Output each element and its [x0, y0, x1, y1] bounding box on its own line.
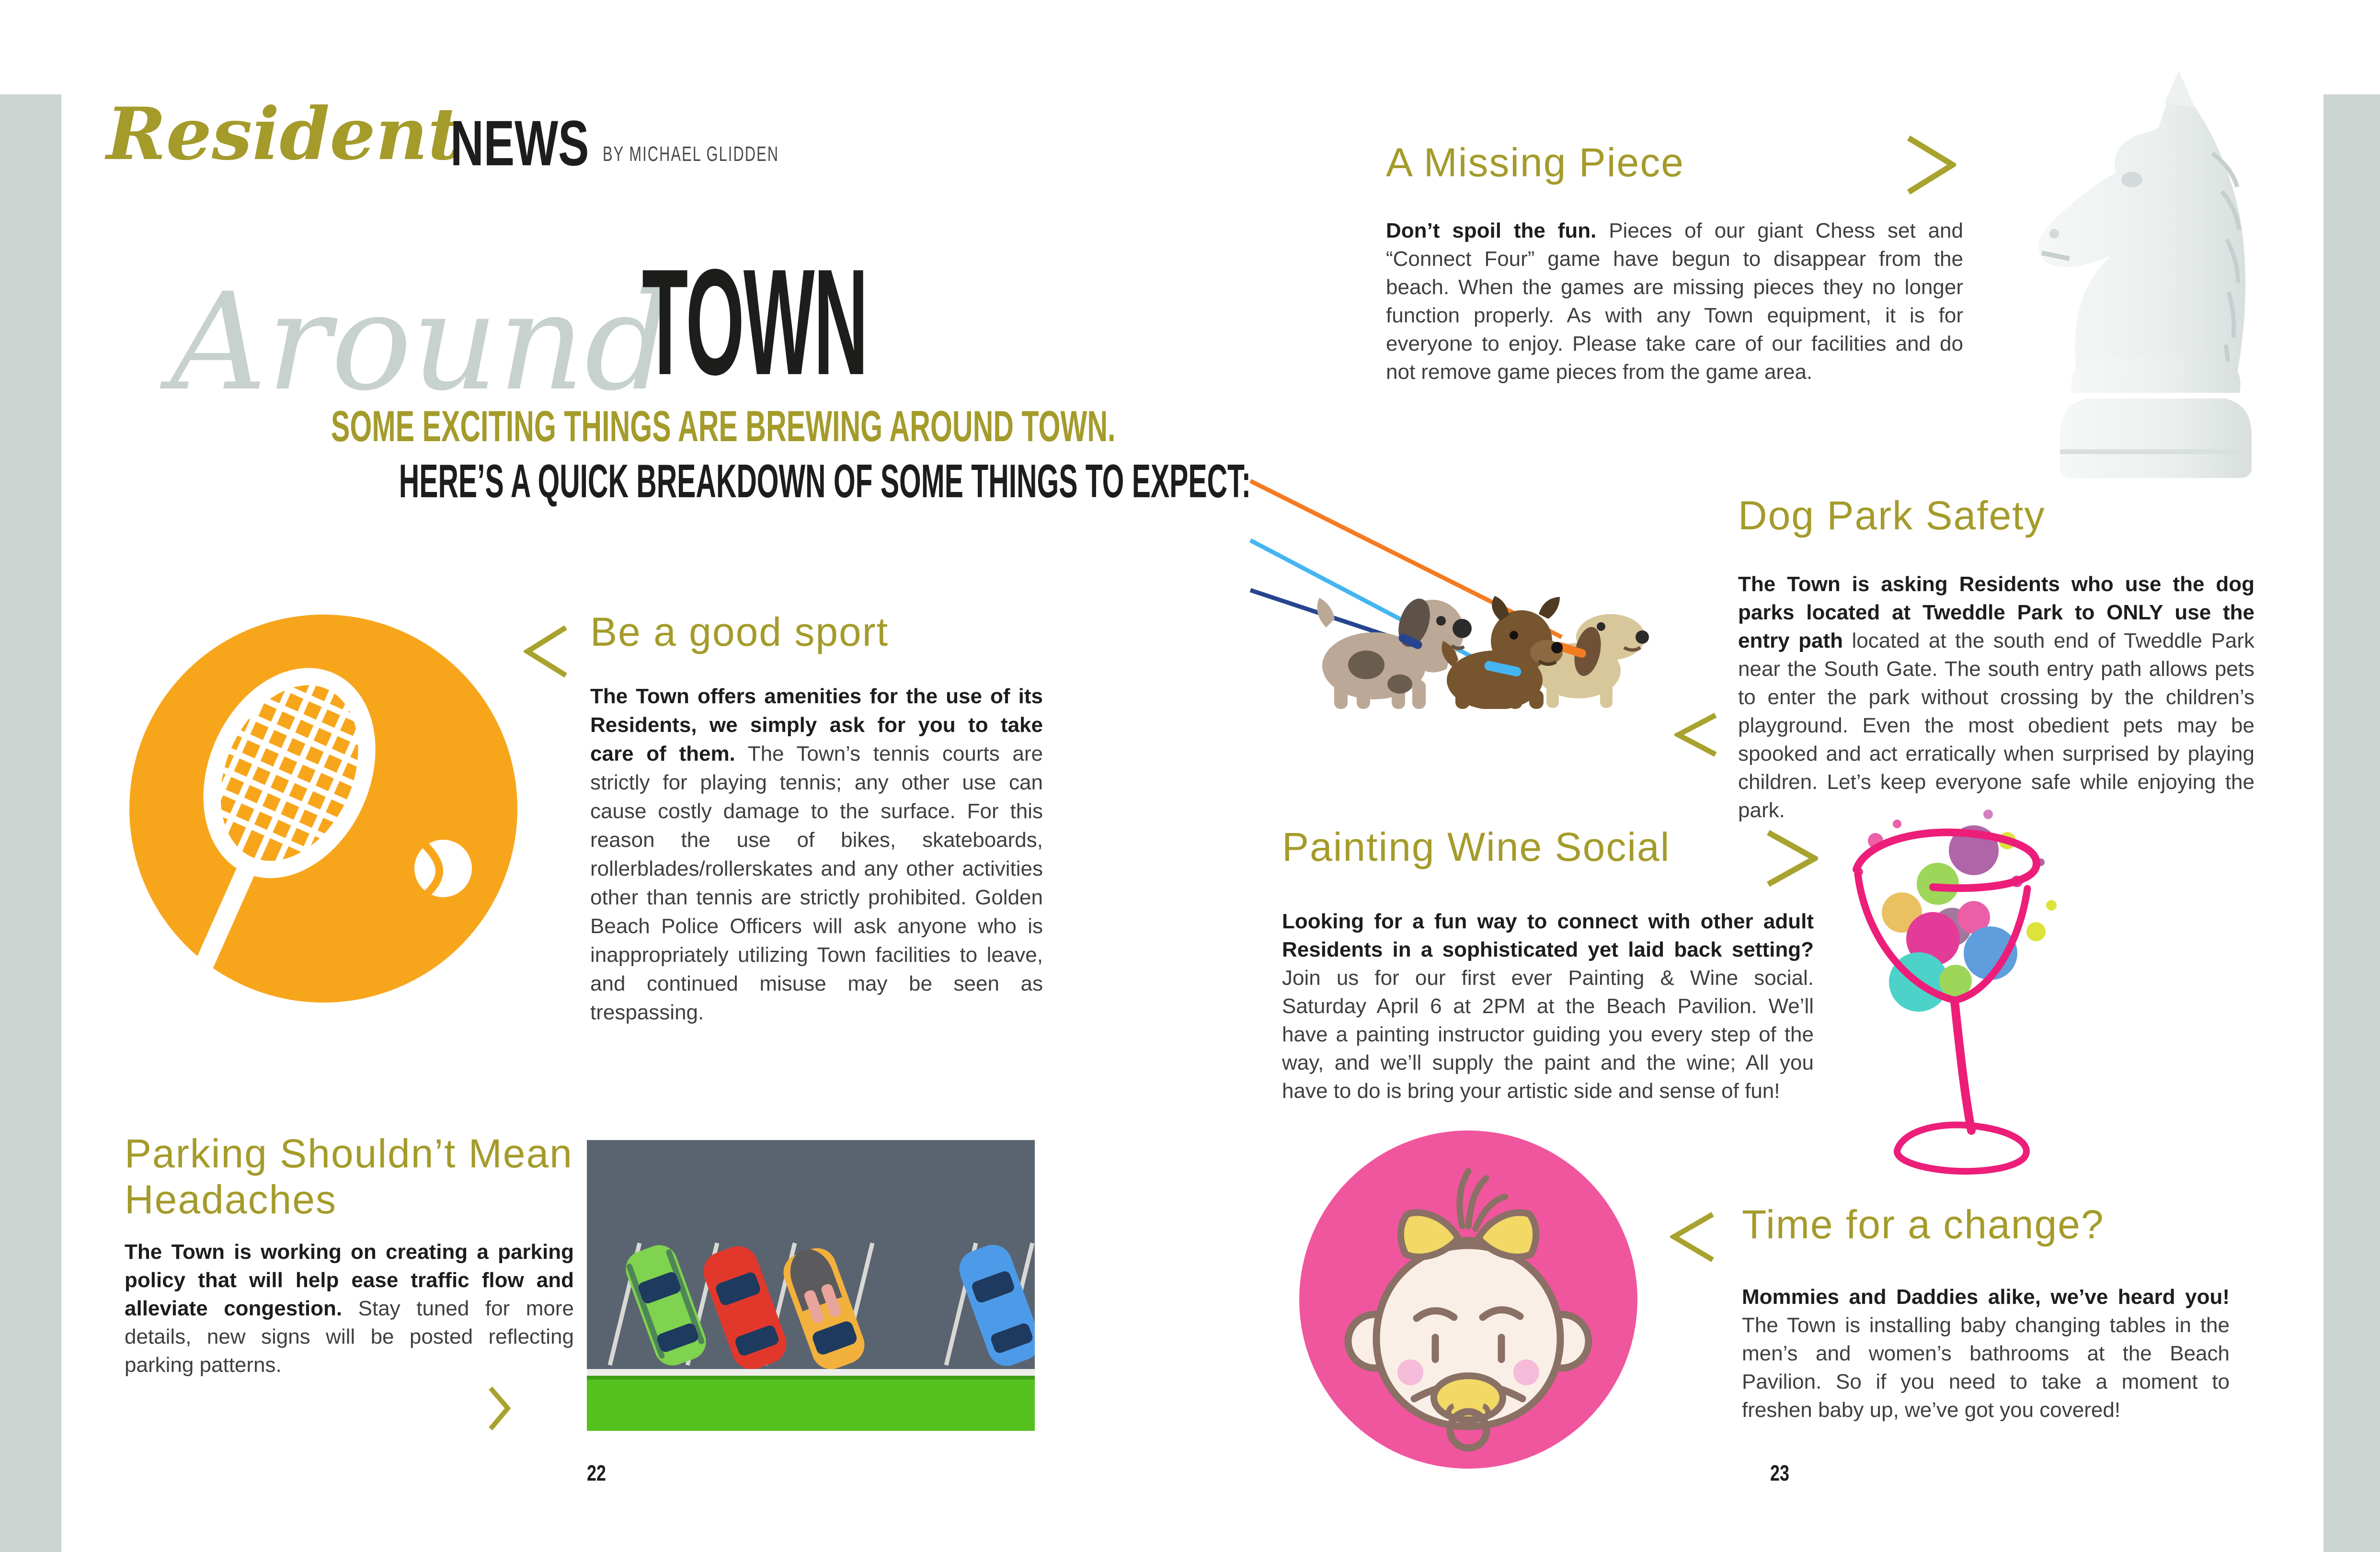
chess-knight-illustration — [1988, 57, 2276, 479]
chevron-left-icon — [1674, 713, 1718, 757]
section-heading-dog-park: Dog Park Safety — [1738, 493, 2046, 538]
section-heading-good-sport: Be a good sport — [590, 609, 889, 654]
brand-caps: NEWS — [450, 108, 589, 179]
dogs-on-leashes-illustration — [1246, 479, 1672, 709]
section-heading-missing-piece: A Missing Piece — [1386, 140, 1684, 185]
dog-park-text: located at the south end of Tweddle Park near the South Gate. The south entry path allows pets to enter the park without crossing by the children’s playground. Even the most obedient pets may be spooked and act erratically when surprised by playing children. Let’s keep everyone safe while enjoying the park. — [1738, 629, 2254, 822]
missing-piece-text: Pieces of our giant Chess set and “Connect Four” game have begun to disappear from the beach. When the games are missing pieces they no longer function properly. As with any Town equipment, it is for everyone to enjoy. Please take care of our facilities and do not remove game pieces from the game area. — [1386, 219, 1964, 384]
painting-lead: Looking for a fun way to connect with other adult Residents in a sophisticated yet laid back setting? — [1282, 910, 1814, 961]
wine-glass-splash-illustration — [1830, 795, 2070, 1178]
good-sport-text: The Town’s tennis courts are strictly for playing tennis; any other use can cause costly damage to the surface. For this reason the use of bikes, skateboards, rollerblades/rollerskates and any other activities other than tennis are strictly prohibited. Golden Beach Police Officers will ask anyone who is inappropriately utilizing Town facilities to leave, and continued misuse may be seen as trespassing. — [590, 742, 1043, 1024]
section-body-dog-park — [1738, 570, 2254, 824]
parking-lead: The Town is working on creating a parking policy that will help ease traffic flow and alleviate congestion. — [125, 1240, 574, 1320]
good-sport-lead: The Town offers amenities for the use of its Residents, we simply ask for you to take care of them. — [590, 685, 1043, 765]
chevron-left-icon — [524, 625, 569, 678]
section-heading-change: Time for a change? — [1742, 1202, 2105, 1247]
section-body-painting — [1282, 907, 1814, 1105]
section-body-change — [1742, 1283, 2230, 1424]
tennis-racket-illustration — [129, 615, 517, 1031]
page-number-left: 22 — [587, 1461, 606, 1485]
parking-lot-illustration — [587, 1140, 1035, 1431]
chevron-right-icon — [488, 1386, 511, 1431]
dog-park-lead: The Town is asking Residents who use the dog parks located at Tweddle Park to ONLY use the entry path — [1738, 572, 2254, 652]
section-heading-painting: Painting Wine Social — [1282, 824, 1671, 869]
section-body-parking — [125, 1238, 574, 1379]
chevron-right-icon — [1765, 830, 1818, 887]
brand-script: Resident — [106, 92, 461, 176]
hero-subtitle-1: SOME EXCITING THINGS ARE BREWING AROUND TOWN. — [331, 402, 1116, 451]
chevron-right-icon — [1906, 135, 1956, 195]
change-text: The Town is installing baby changing tables in the men’s and women’s bathrooms at the Beach Pavilion. So if you need to take a moment to freshen baby up, we’ve got you covered! — [1742, 1313, 2230, 1422]
hero-title-script: Around — [170, 264, 671, 421]
change-lead: Mommies and Daddies alike, we’ve heard you! — [1742, 1285, 2230, 1309]
page-number-right: 23 — [1770, 1461, 1789, 1485]
section-body-good-sport — [590, 682, 1043, 1027]
parking-text: Stay tuned for more details, new signs will be posted reflecting parking patterns. — [125, 1297, 574, 1377]
right-edge-bar — [2323, 94, 2380, 1552]
painting-text: Join us for our first ever Painting & Wine social. Saturday April 6 at 2PM at the Beach Pavilion. We’ll have a painting instructor guiding you every step of the way, and we’ll supply the paint and the wine; All you have to do is bring your artistic side and sense of fun! — [1282, 966, 1814, 1103]
baby-face-illustration — [1299, 1130, 1637, 1469]
missing-piece-lead: Don’t spoil the fun. — [1386, 219, 1597, 242]
chevron-left-icon — [1670, 1212, 1716, 1262]
hero-title-caps: TOWN — [642, 238, 868, 406]
section-heading-parking: Parking Shouldn’t Mean Headaches — [125, 1131, 573, 1222]
section-body-missing-piece — [1386, 217, 1963, 386]
byline: BY MICHAEL GLIDDEN — [603, 142, 779, 166]
left-edge-bar — [0, 94, 61, 1552]
hero-subtitle-2: HERE’S A QUICK BREAKDOWN OF SOME THINGS TO EXPECT: — [399, 455, 1251, 507]
